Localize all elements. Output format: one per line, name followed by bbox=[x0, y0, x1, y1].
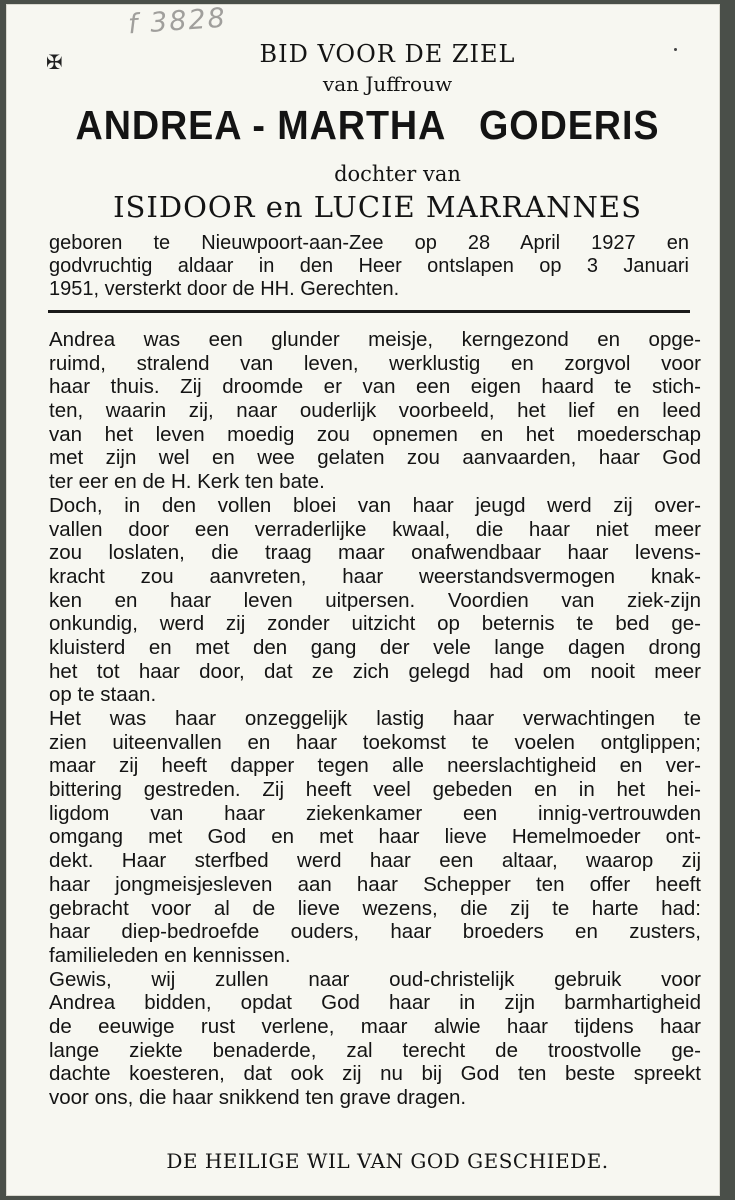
text-line: kracht zou aanvreten, haar weerstandsvermogen knak- bbox=[49, 564, 701, 588]
honorific: van Juffrouw bbox=[322, 72, 453, 96]
text-line: Andrea was een glunder meisje, kerngezond en opge- bbox=[49, 328, 701, 351]
text-line: dekt. Haar sterfbed werd haar een altaar, waarop zij bbox=[49, 849, 701, 873]
text-line: het tot haar door, dat ze zich gelegd had om nooit meer bbox=[49, 659, 701, 683]
divider-rule bbox=[48, 310, 690, 313]
closing-prayer: DE HEILIGE WIL VAN GOD GESCHIEDE. bbox=[166, 1149, 609, 1173]
text-line: met zijn wel en wee gelaten zou aanvaarden, haar God bbox=[49, 446, 701, 470]
text-line: kluisterd en met den gang der vele lange dagen drong bbox=[49, 635, 701, 659]
text-line: haar jongmeisjesleven aan haar Schepper ten offer heeft bbox=[49, 872, 701, 896]
birth-death-statement bbox=[49, 232, 689, 301]
text-line: ligdom van haar ziekenkamer een innig-vertrouwden bbox=[49, 801, 701, 825]
text-line: bittering gestreden. Zij heeft veel gebeden en in het hei- bbox=[49, 778, 701, 802]
text-line: vallen door een verraderlijke kwaal, die haar niet meer bbox=[49, 517, 701, 541]
card-title: BID VOOR DE ZIEL bbox=[259, 40, 516, 68]
intro-line: geboren te Nieuwpoort-aan-Zee op 28 April 1927 en bbox=[49, 232, 689, 254]
text-line: zou loslaten, die traag maar onafwendbaar haar levens- bbox=[49, 541, 701, 565]
text-line: voor ons, die haar snikkend ten grave dragen. bbox=[49, 1086, 467, 1109]
relation-label: dochter van bbox=[334, 162, 461, 186]
text-line: Andrea bidden, opdat God haar in zijn barmhartigheid bbox=[49, 991, 701, 1015]
text-line: de eeuwige rust verlene, maar alwie haar tijdens haar bbox=[49, 1014, 701, 1038]
text-line: gebracht voor al de lieve wezens, die zij te harte had: bbox=[49, 896, 701, 920]
deceased-name: ANDREA - MARTHA GODERIS bbox=[75, 102, 660, 148]
text-line: ruimd, stralend van leven, werklustig en zorgvol voor bbox=[49, 351, 701, 375]
text-line: familieleden en kennissen. bbox=[49, 943, 291, 967]
text-line: dachte koesteren, dat ook zij nu bij God ten beste spreekt bbox=[49, 1062, 701, 1086]
text-line: haar thuis. Zij droomde er van een eigen haard te stich- bbox=[49, 375, 701, 399]
intro-line: godvruchtig aldaar in den Heer ontslapen op 3 Januari bbox=[49, 255, 689, 277]
text-line: van het leven moedig zou opnemen en het moederschap bbox=[49, 422, 701, 446]
memorial-text bbox=[49, 328, 701, 1110]
text-line: op te staan. bbox=[49, 683, 157, 707]
text-line: Het was haar onzeggelijk lastig haar verwachtingen te bbox=[49, 707, 701, 730]
text-line: haar diep-bedroefde ouders, haar broeders en zusters, bbox=[49, 920, 701, 944]
text-line: lange ziekte benaderde, zal terecht de troostvolle ge- bbox=[49, 1038, 701, 1062]
text-line: Doch, in den vollen bloei van haar jeugd werd zij over- bbox=[49, 493, 701, 517]
intro-line: 1951, versterkt door de HH. Gerechten. bbox=[49, 278, 400, 300]
text-line: zien uiteenvallen en haar toekomst te voelen ontglippen; bbox=[49, 730, 701, 754]
text-line: Gewis, wij zullen naar oud-christelijk gebruik voor bbox=[49, 967, 701, 991]
parents-names: ISIDOOR en LUCIE MARRANNES bbox=[113, 190, 642, 224]
text-line: omgang met God en met haar lieve Hemelmoeder ont- bbox=[49, 825, 701, 849]
text-line: ten, waarin zij, naar ouderlijk voorbeeld, het lief en leed bbox=[49, 399, 701, 423]
cross-icon: ✠ bbox=[46, 50, 63, 74]
text-line: ken en haar leven uitpersen. Voordien van ziek-zijn bbox=[49, 588, 701, 612]
text-line: maar zij heeft dapper tegen alle neerslachtigheid en ver- bbox=[49, 754, 701, 778]
archive-number-handwritten: f 3828 bbox=[127, 2, 228, 41]
text-line: ter eer en de H. Kerk ten bate. bbox=[49, 470, 325, 494]
text-line: onkundig, werd zij zonder uitzicht op beternis te bed ge- bbox=[49, 612, 701, 636]
